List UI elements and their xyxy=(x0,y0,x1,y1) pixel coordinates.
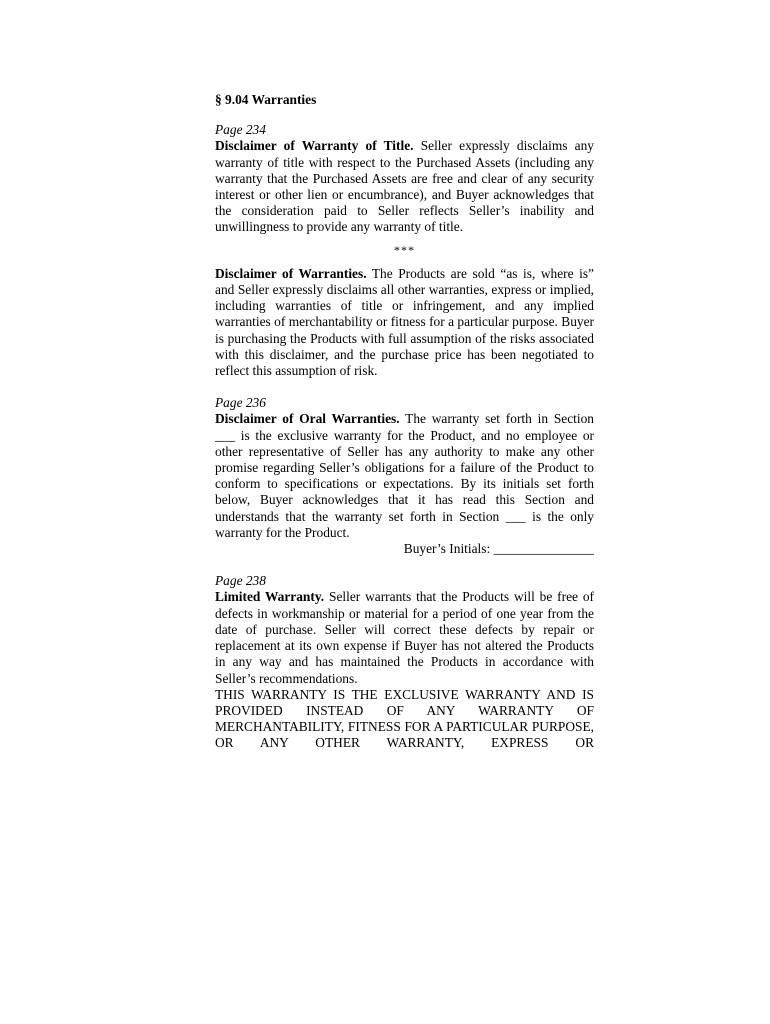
paragraph-text: The Products are sold “as is, where is” and Seller expressly disclaims all other warranties, express or implied, including warranties of title or infringement, and any implied warranties of merchantability or fitness for a particular purpose. Buyer is purchasing the Products with full assumption of the risks associated with this disclaimer, and the purchase price has been negotiated to reflect this assumption of risk. xyxy=(215,265,594,379)
paragraph-title: Disclaimer of Oral Warranties. xyxy=(215,411,400,427)
document-page xyxy=(215,92,594,752)
paragraph-disclaimer-of-warranties xyxy=(215,266,594,379)
paragraph-disclaimer-of-title xyxy=(215,138,594,235)
page-ref-234: Page 234 xyxy=(215,122,266,138)
spacer xyxy=(215,379,594,395)
paragraph-title: Disclaimer of Warranty of Title. xyxy=(215,138,414,154)
page-ref-238: Page 238 xyxy=(215,573,266,589)
paragraph-text: Seller expressly disclaims any warranty of title with respect to the Purchased Assets (including any warranty that the Purchased Assets are free and clear of any security interest or other lien or encumbrance), and Buyer acknowledges that the consideration paid to Seller reflects Seller’s inability and unwillingness to provide any warranty of title. xyxy=(215,138,594,235)
paragraph-text: The warranty set forth in Section ___ is the exclusive warranty for the Product, and no employee or other representative of Seller has any authority to make any other promise regarding Seller’s obligations for a failure of the Product to conform to specifications or expectations. By its initials set forth below, Buyer acknowledges that it has read this Section and understands that the warranty set forth in Section ___ is the only warranty for the Product. xyxy=(215,411,594,540)
paragraph-limited-warranty xyxy=(215,589,594,686)
paragraph-text: Seller warrants that the Products will be free of defects in workmanship or material for a period of one year from the date of purchase. Seller will correct these defects by repair or replacement at its own expense if Buyer has not altered the Products in any way and has maintained the Products in accordance with Seller’s recommendations. xyxy=(215,589,594,686)
paragraph-exclusive-warranty-caps: THIS WARRANTY IS THE EXCLUSIVE WARRANTY AND IS PROVIDED INSTEAD OF ANY WARRANTY OF MERCHANTABILITY, FITNESS FOR A PARTICULAR PURPOSE, OR ANY OTHER WARRANTY, EXPRESS OR xyxy=(215,686,594,751)
section-heading: § 9.04 Warranties xyxy=(215,92,317,107)
page-ref-236: Page 236 xyxy=(215,395,266,411)
buyer-initials-line: Buyer’s Initials: _______________ xyxy=(403,541,594,557)
paragraph-oral-warranties xyxy=(215,411,594,541)
paragraph-title: Limited Warranty. xyxy=(215,589,325,605)
spacer xyxy=(215,557,594,573)
separator-stars: *** xyxy=(394,242,415,257)
paragraph-title: Disclaimer of Warranties. xyxy=(215,265,367,281)
